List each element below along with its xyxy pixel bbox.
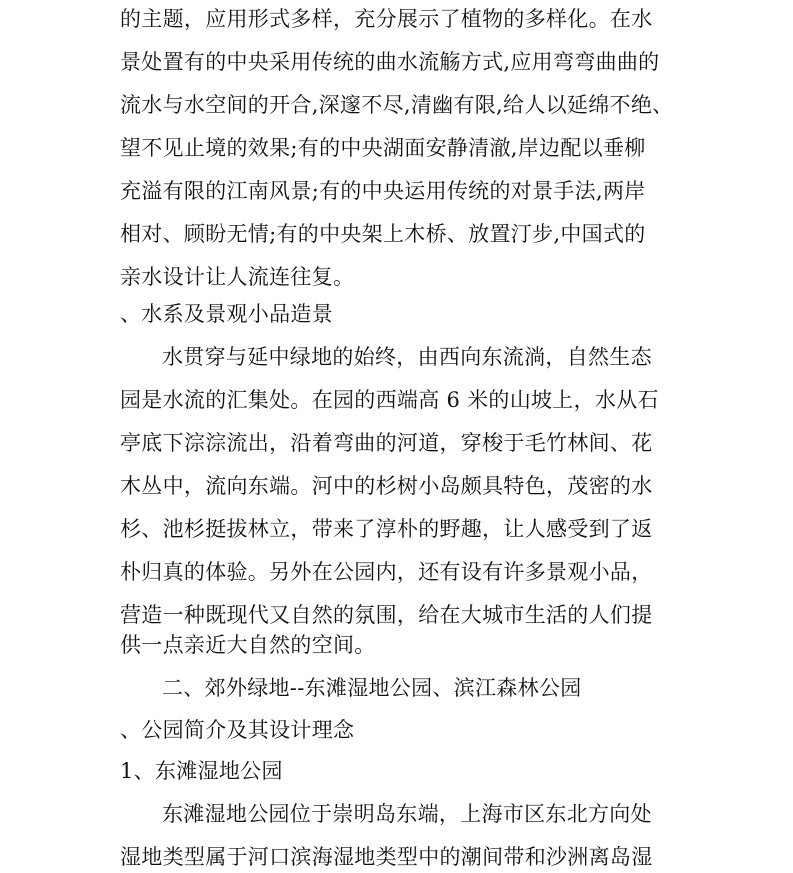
text-line-4: 望不见止境的效果;有的中央湖面安静清澈,岸边配以垂柳 — [120, 136, 646, 160]
text-line-20: 东滩湿地公园位于崇明岛东端，上海市区东北方向处 — [162, 802, 652, 826]
text-line-16: 供一点亲近大自然的空间。 — [120, 633, 376, 657]
section-heading-dongtan: 1、东滩湿地公园 — [120, 759, 283, 783]
text-line-9: 水贯穿与延中绿地的始终，由西向东流淌，自然生态 — [162, 345, 652, 369]
section-heading-suburban-green: 二、郊外绿地--东滩湿地公园、滨江森林公园 — [162, 676, 582, 700]
text-line-13: 杉、池杉挺拔林立，带来了淳朴的野趣，让人感受到了返 — [120, 517, 653, 541]
text-line-12: 木丛中，流向东端。河中的杉树小岛颇具特色，茂密的水 — [120, 474, 653, 498]
text-line-10: 园是水流的汇集处。在园的西端高 6 米的山坡上，水从石 — [120, 388, 659, 412]
text-line-6: 相对、顾盼无情;有的中央架上木桥、放置汀步,中国式的 — [120, 222, 646, 246]
text-line-11: 亭底下淙淙流出，沿着弯曲的河道，穿梭于毛竹林间、花 — [120, 431, 653, 455]
text-line-2: 景处置有的中央采用传统的曲水流觞方式,应用弯弯曲曲的 — [120, 50, 660, 74]
text-line-1: 的主题，应用形式多样，充分展示了植物的多样化。在水 — [120, 7, 653, 31]
text-line-7: 亲水设计让人流连往复。 — [120, 265, 355, 289]
text-line-15: 营造一种既现代又自然的氛围，给在大城市生活的人们提 — [120, 603, 653, 627]
text-line-14: 朴归真的体验。另外在公园内，还有设有许多景观小品， — [120, 560, 653, 584]
text-line-21: 湿地类型属于河口滨海湿地类型中的潮间带和沙洲离岛湿 — [120, 845, 653, 869]
text-line-5: 充溢有限的江南风景;有的中央运用传统的对景手法,两岸 — [120, 179, 646, 203]
text-line-3: 流水与水空间的开合,深邃不尽,清幽有限,给人以延绵不绝、 — [120, 93, 674, 117]
section-heading-park-intro: 、公园简介及其设计理念 — [120, 718, 355, 742]
section-heading-water-system: 、水系及景观小品造景 — [120, 302, 333, 326]
